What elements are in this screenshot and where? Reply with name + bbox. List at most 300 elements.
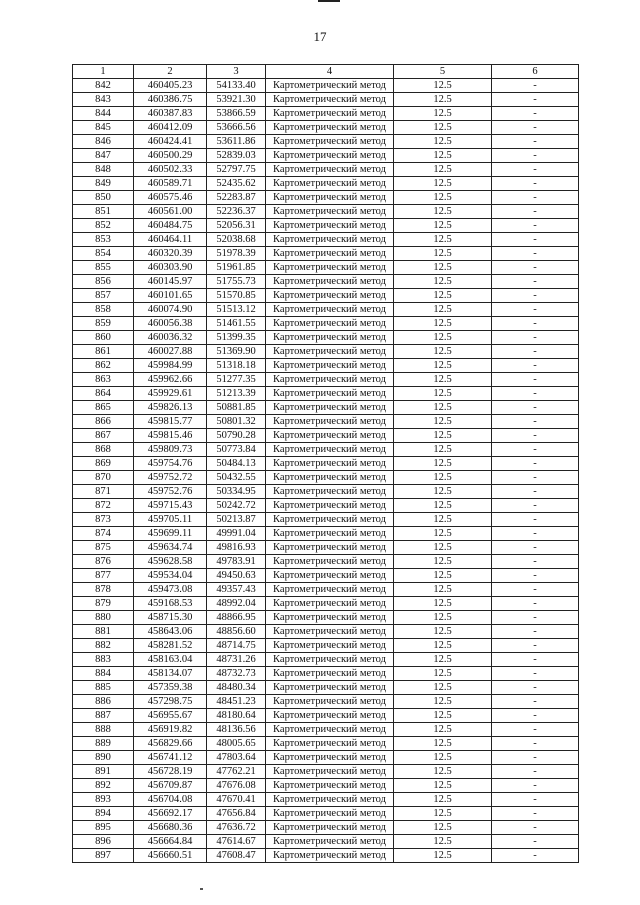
x-coordinate-cell: 459984.99 (134, 359, 207, 373)
x-coordinate-cell: 460575.46 (134, 191, 207, 205)
y-coordinate-cell: 51513.12 (207, 303, 266, 317)
note-cell: - (492, 583, 579, 597)
point-number-cell: 880 (73, 611, 134, 625)
y-coordinate-cell: 48856.60 (207, 625, 266, 639)
note-cell: - (492, 597, 579, 611)
table-row (73, 457, 579, 471)
accuracy-cell: 12.5 (394, 527, 492, 541)
note-cell: - (492, 625, 579, 639)
y-coordinate-cell: 48732.73 (207, 667, 266, 681)
method-cell: Картометрический метод (266, 149, 394, 163)
x-coordinate-cell: 460387.83 (134, 107, 207, 121)
note-cell: - (492, 471, 579, 485)
method-cell: Картометрический метод (266, 191, 394, 205)
table-row (73, 205, 579, 219)
method-cell: Картометрический метод (266, 163, 394, 177)
accuracy-cell: 12.5 (394, 387, 492, 401)
point-number-cell: 888 (73, 723, 134, 737)
y-coordinate-cell: 47762.21 (207, 765, 266, 779)
point-number-cell: 846 (73, 135, 134, 149)
accuracy-cell: 12.5 (394, 345, 492, 359)
method-cell: Картометрический метод (266, 247, 394, 261)
table-row (73, 751, 579, 765)
y-coordinate-cell: 51399.35 (207, 331, 266, 345)
point-number-cell: 863 (73, 373, 134, 387)
table-row (73, 849, 579, 863)
y-coordinate-cell: 48714.75 (207, 639, 266, 653)
note-cell: - (492, 639, 579, 653)
table-row (73, 695, 579, 709)
method-cell: Картометрический метод (266, 317, 394, 331)
method-cell: Картометрический метод (266, 583, 394, 597)
method-cell: Картометрический метод (266, 387, 394, 401)
table-row (73, 163, 579, 177)
y-coordinate-cell: 47656.84 (207, 807, 266, 821)
point-number-cell: 858 (73, 303, 134, 317)
y-coordinate-cell: 50334.95 (207, 485, 266, 499)
x-coordinate-cell: 460502.33 (134, 163, 207, 177)
method-cell: Картометрический метод (266, 611, 394, 625)
accuracy-cell: 12.5 (394, 205, 492, 219)
table-row (73, 219, 579, 233)
method-cell: Картометрический метод (266, 443, 394, 457)
table-row (73, 821, 579, 835)
point-number-cell: 893 (73, 793, 134, 807)
accuracy-cell: 12.5 (394, 303, 492, 317)
accuracy-cell: 12.5 (394, 289, 492, 303)
method-cell: Картометрический метод (266, 751, 394, 765)
accuracy-cell: 12.5 (394, 737, 492, 751)
x-coordinate-cell: 456692.17 (134, 807, 207, 821)
note-cell: - (492, 219, 579, 233)
x-coordinate-cell: 457298.75 (134, 695, 207, 709)
accuracy-cell: 12.5 (394, 163, 492, 177)
point-number-cell: 894 (73, 807, 134, 821)
note-cell: - (492, 527, 579, 541)
table-row (73, 191, 579, 205)
method-cell: Картометрический метод (266, 681, 394, 695)
note-cell: - (492, 191, 579, 205)
y-coordinate-cell: 47803.64 (207, 751, 266, 765)
method-cell: Картометрический метод (266, 233, 394, 247)
y-coordinate-cell: 49450.63 (207, 569, 266, 583)
y-coordinate-cell: 48136.56 (207, 723, 266, 737)
y-coordinate-cell: 52236.37 (207, 205, 266, 219)
note-cell: - (492, 303, 579, 317)
table-row (73, 513, 579, 527)
method-cell: Картометрический метод (266, 303, 394, 317)
x-coordinate-cell: 460056.38 (134, 317, 207, 331)
method-cell: Картометрический метод (266, 513, 394, 527)
method-cell: Картометрический метод (266, 667, 394, 681)
y-coordinate-cell: 53666.56 (207, 121, 266, 135)
note-cell: - (492, 849, 579, 863)
x-coordinate-cell: 460405.23 (134, 79, 207, 93)
x-coordinate-cell: 459754.76 (134, 457, 207, 471)
accuracy-cell: 12.5 (394, 653, 492, 667)
method-cell: Картометрический метод (266, 849, 394, 863)
table-row (73, 373, 579, 387)
point-number-cell: 871 (73, 485, 134, 499)
point-number-cell: 853 (73, 233, 134, 247)
point-number-cell: 884 (73, 667, 134, 681)
y-coordinate-cell: 49991.04 (207, 527, 266, 541)
table-row (73, 723, 579, 737)
y-coordinate-cell: 53921.30 (207, 93, 266, 107)
note-cell: - (492, 485, 579, 499)
x-coordinate-cell: 460036.32 (134, 331, 207, 345)
point-number-cell: 864 (73, 387, 134, 401)
note-cell: - (492, 555, 579, 569)
method-cell: Картометрический метод (266, 555, 394, 569)
point-number-cell: 879 (73, 597, 134, 611)
point-number-cell: 843 (73, 93, 134, 107)
method-cell: Картометрический метод (266, 639, 394, 653)
point-number-cell: 897 (73, 849, 134, 863)
accuracy-cell: 12.5 (394, 317, 492, 331)
x-coordinate-cell: 456829.66 (134, 737, 207, 751)
x-coordinate-cell: 458281.52 (134, 639, 207, 653)
column-header: 4 (266, 65, 394, 79)
note-cell: - (492, 541, 579, 555)
y-coordinate-cell: 47608.47 (207, 849, 266, 863)
y-coordinate-cell: 48480.34 (207, 681, 266, 695)
x-coordinate-cell: 458715.30 (134, 611, 207, 625)
accuracy-cell: 12.5 (394, 429, 492, 443)
method-cell: Картометрический метод (266, 219, 394, 233)
x-coordinate-cell: 459752.72 (134, 471, 207, 485)
table-row (73, 625, 579, 639)
y-coordinate-cell: 51213.39 (207, 387, 266, 401)
x-coordinate-cell: 460386.75 (134, 93, 207, 107)
note-cell: - (492, 177, 579, 191)
x-coordinate-cell: 456680.36 (134, 821, 207, 835)
y-coordinate-cell: 50213.87 (207, 513, 266, 527)
point-number-cell: 867 (73, 429, 134, 443)
top-edge-mark (318, 0, 340, 2)
x-coordinate-cell: 456660.51 (134, 849, 207, 863)
y-coordinate-cell: 49783.91 (207, 555, 266, 569)
accuracy-cell: 12.5 (394, 639, 492, 653)
x-coordinate-cell: 458134.07 (134, 667, 207, 681)
x-coordinate-cell: 460484.75 (134, 219, 207, 233)
point-number-cell: 886 (73, 695, 134, 709)
point-number-cell: 883 (73, 653, 134, 667)
point-number-cell: 850 (73, 191, 134, 205)
method-cell: Картометрический метод (266, 499, 394, 513)
point-number-cell: 845 (73, 121, 134, 135)
x-coordinate-cell: 460424.41 (134, 135, 207, 149)
note-cell: - (492, 247, 579, 261)
y-coordinate-cell: 52038.68 (207, 233, 266, 247)
method-cell: Картометрический метод (266, 177, 394, 191)
y-coordinate-cell: 48005.65 (207, 737, 266, 751)
table-row (73, 653, 579, 667)
y-coordinate-cell: 48451.23 (207, 695, 266, 709)
y-coordinate-cell: 48866.95 (207, 611, 266, 625)
method-cell: Картометрический метод (266, 79, 394, 93)
accuracy-cell: 12.5 (394, 625, 492, 639)
table-row (73, 107, 579, 121)
y-coordinate-cell: 51978.39 (207, 247, 266, 261)
point-number-cell: 869 (73, 457, 134, 471)
method-cell: Картометрический метод (266, 737, 394, 751)
table-row (73, 835, 579, 849)
note-cell: - (492, 793, 579, 807)
accuracy-cell: 12.5 (394, 611, 492, 625)
table-row (73, 359, 579, 373)
point-number-cell: 852 (73, 219, 134, 233)
x-coordinate-cell: 459534.04 (134, 569, 207, 583)
accuracy-cell: 12.5 (394, 457, 492, 471)
y-coordinate-cell: 51318.18 (207, 359, 266, 373)
method-cell: Картометрический метод (266, 289, 394, 303)
point-number-cell: 859 (73, 317, 134, 331)
table-row (73, 443, 579, 457)
table-body (73, 79, 579, 863)
x-coordinate-cell: 459628.58 (134, 555, 207, 569)
y-coordinate-cell: 52283.87 (207, 191, 266, 205)
point-number-cell: 892 (73, 779, 134, 793)
point-number-cell: 868 (73, 443, 134, 457)
point-number-cell: 861 (73, 345, 134, 359)
note-cell: - (492, 121, 579, 135)
point-number-cell: 862 (73, 359, 134, 373)
y-coordinate-cell: 47670.41 (207, 793, 266, 807)
accuracy-cell: 12.5 (394, 485, 492, 499)
method-cell: Картометрический метод (266, 345, 394, 359)
note-cell: - (492, 317, 579, 331)
method-cell: Картометрический метод (266, 401, 394, 415)
table-row (73, 135, 579, 149)
note-cell: - (492, 499, 579, 513)
table-row (73, 611, 579, 625)
accuracy-cell: 12.5 (394, 401, 492, 415)
table-row (73, 779, 579, 793)
note-cell: - (492, 275, 579, 289)
method-cell: Картометрический метод (266, 107, 394, 121)
table-row (73, 583, 579, 597)
method-cell: Картометрический метод (266, 765, 394, 779)
x-coordinate-cell: 459699.11 (134, 527, 207, 541)
x-coordinate-cell: 459826.13 (134, 401, 207, 415)
x-coordinate-cell: 456664.84 (134, 835, 207, 849)
note-cell: - (492, 205, 579, 219)
note-cell: - (492, 359, 579, 373)
coordinates-table (72, 64, 579, 863)
accuracy-cell: 12.5 (394, 149, 492, 163)
accuracy-cell: 12.5 (394, 359, 492, 373)
y-coordinate-cell: 48992.04 (207, 597, 266, 611)
method-cell: Картометрический метод (266, 625, 394, 639)
y-coordinate-cell: 52056.31 (207, 219, 266, 233)
accuracy-cell: 12.5 (394, 597, 492, 611)
table-row (73, 471, 579, 485)
note-cell: - (492, 653, 579, 667)
note-cell: - (492, 513, 579, 527)
accuracy-cell: 12.5 (394, 443, 492, 457)
note-cell: - (492, 443, 579, 457)
point-number-cell: 895 (73, 821, 134, 835)
column-header: 1 (73, 65, 134, 79)
table-row (73, 149, 579, 163)
method-cell: Картометрический метод (266, 807, 394, 821)
table-row (73, 177, 579, 191)
point-number-cell: 896 (73, 835, 134, 849)
x-coordinate-cell: 456704.08 (134, 793, 207, 807)
y-coordinate-cell: 51369.90 (207, 345, 266, 359)
x-coordinate-cell: 460464.11 (134, 233, 207, 247)
method-cell: Картометрический метод (266, 205, 394, 219)
x-coordinate-cell: 460500.29 (134, 149, 207, 163)
accuracy-cell: 12.5 (394, 499, 492, 513)
note-cell: - (492, 401, 579, 415)
column-header: 6 (492, 65, 579, 79)
y-coordinate-cell: 52435.62 (207, 177, 266, 191)
x-coordinate-cell: 460074.90 (134, 303, 207, 317)
accuracy-cell: 12.5 (394, 835, 492, 849)
note-cell: - (492, 387, 579, 401)
accuracy-cell: 12.5 (394, 471, 492, 485)
note-cell: - (492, 163, 579, 177)
accuracy-cell: 12.5 (394, 331, 492, 345)
x-coordinate-cell: 456955.67 (134, 709, 207, 723)
y-coordinate-cell: 51755.73 (207, 275, 266, 289)
method-cell: Картометрический метод (266, 121, 394, 135)
method-cell: Картометрический метод (266, 723, 394, 737)
y-coordinate-cell: 51961.85 (207, 261, 266, 275)
x-coordinate-cell: 460145.97 (134, 275, 207, 289)
method-cell: Картометрический метод (266, 569, 394, 583)
accuracy-cell: 12.5 (394, 751, 492, 765)
point-number-cell: 891 (73, 765, 134, 779)
table-row (73, 667, 579, 681)
note-cell: - (492, 373, 579, 387)
y-coordinate-cell: 53866.59 (207, 107, 266, 121)
y-coordinate-cell: 47676.08 (207, 779, 266, 793)
table-row (73, 345, 579, 359)
point-number-cell: 872 (73, 499, 134, 513)
y-coordinate-cell: 50432.55 (207, 471, 266, 485)
accuracy-cell: 12.5 (394, 233, 492, 247)
accuracy-cell: 12.5 (394, 121, 492, 135)
accuracy-cell: 12.5 (394, 709, 492, 723)
accuracy-cell: 12.5 (394, 219, 492, 233)
table-row (73, 317, 579, 331)
x-coordinate-cell: 459715.43 (134, 499, 207, 513)
accuracy-cell: 12.5 (394, 793, 492, 807)
note-cell: - (492, 135, 579, 149)
point-number-cell: 876 (73, 555, 134, 569)
table-row (73, 765, 579, 779)
y-coordinate-cell: 49357.43 (207, 583, 266, 597)
note-cell: - (492, 765, 579, 779)
y-coordinate-cell: 50881.85 (207, 401, 266, 415)
table-row (73, 303, 579, 317)
method-cell: Картометрический метод (266, 275, 394, 289)
note-cell: - (492, 835, 579, 849)
point-number-cell: 849 (73, 177, 134, 191)
y-coordinate-cell: 50790.28 (207, 429, 266, 443)
accuracy-cell: 12.5 (394, 667, 492, 681)
x-coordinate-cell: 456919.82 (134, 723, 207, 737)
x-coordinate-cell: 458163.04 (134, 653, 207, 667)
method-cell: Картометрический метод (266, 709, 394, 723)
x-coordinate-cell: 457359.38 (134, 681, 207, 695)
accuracy-cell: 12.5 (394, 779, 492, 793)
x-coordinate-cell: 456741.12 (134, 751, 207, 765)
table-row (73, 807, 579, 821)
table-row (73, 401, 579, 415)
note-cell: - (492, 681, 579, 695)
point-number-cell: 847 (73, 149, 134, 163)
method-cell: Картометрический метод (266, 457, 394, 471)
table-header-row (73, 65, 579, 79)
point-number-cell: 854 (73, 247, 134, 261)
note-cell: - (492, 233, 579, 247)
note-cell: - (492, 737, 579, 751)
x-coordinate-cell: 459473.08 (134, 583, 207, 597)
method-cell: Картометрический метод (266, 415, 394, 429)
point-number-cell: 877 (73, 569, 134, 583)
method-cell: Картометрический метод (266, 331, 394, 345)
point-number-cell: 866 (73, 415, 134, 429)
x-coordinate-cell: 458643.06 (134, 625, 207, 639)
note-cell: - (492, 289, 579, 303)
note-cell: - (492, 821, 579, 835)
method-cell: Картометрический метод (266, 429, 394, 443)
method-cell: Картометрический метод (266, 485, 394, 499)
y-coordinate-cell: 53611.86 (207, 135, 266, 149)
method-cell: Картометрический метод (266, 261, 394, 275)
accuracy-cell: 12.5 (394, 79, 492, 93)
point-number-cell: 844 (73, 107, 134, 121)
x-coordinate-cell: 459168.53 (134, 597, 207, 611)
point-number-cell: 865 (73, 401, 134, 415)
method-cell: Картометрический метод (266, 653, 394, 667)
x-coordinate-cell: 456728.19 (134, 765, 207, 779)
note-cell: - (492, 569, 579, 583)
table-row (73, 639, 579, 653)
method-cell: Картометрический метод (266, 373, 394, 387)
method-cell: Картометрический метод (266, 135, 394, 149)
note-cell: - (492, 667, 579, 681)
method-cell: Картометрический метод (266, 527, 394, 541)
point-number-cell: 885 (73, 681, 134, 695)
y-coordinate-cell: 52839.03 (207, 149, 266, 163)
point-number-cell: 887 (73, 709, 134, 723)
y-coordinate-cell: 48731.26 (207, 653, 266, 667)
accuracy-cell: 12.5 (394, 247, 492, 261)
point-number-cell: 882 (73, 639, 134, 653)
table-row (73, 247, 579, 261)
table-row (73, 485, 579, 499)
column-header: 2 (134, 65, 207, 79)
point-number-cell: 878 (73, 583, 134, 597)
table-row (73, 499, 579, 513)
table-row (73, 527, 579, 541)
x-coordinate-cell: 460589.71 (134, 177, 207, 191)
note-cell: - (492, 149, 579, 163)
y-coordinate-cell: 54133.40 (207, 79, 266, 93)
table-row (73, 233, 579, 247)
table-row (73, 737, 579, 751)
point-number-cell: 881 (73, 625, 134, 639)
note-cell: - (492, 779, 579, 793)
method-cell: Картометрический метод (266, 359, 394, 373)
point-number-cell: 856 (73, 275, 134, 289)
note-cell: - (492, 709, 579, 723)
